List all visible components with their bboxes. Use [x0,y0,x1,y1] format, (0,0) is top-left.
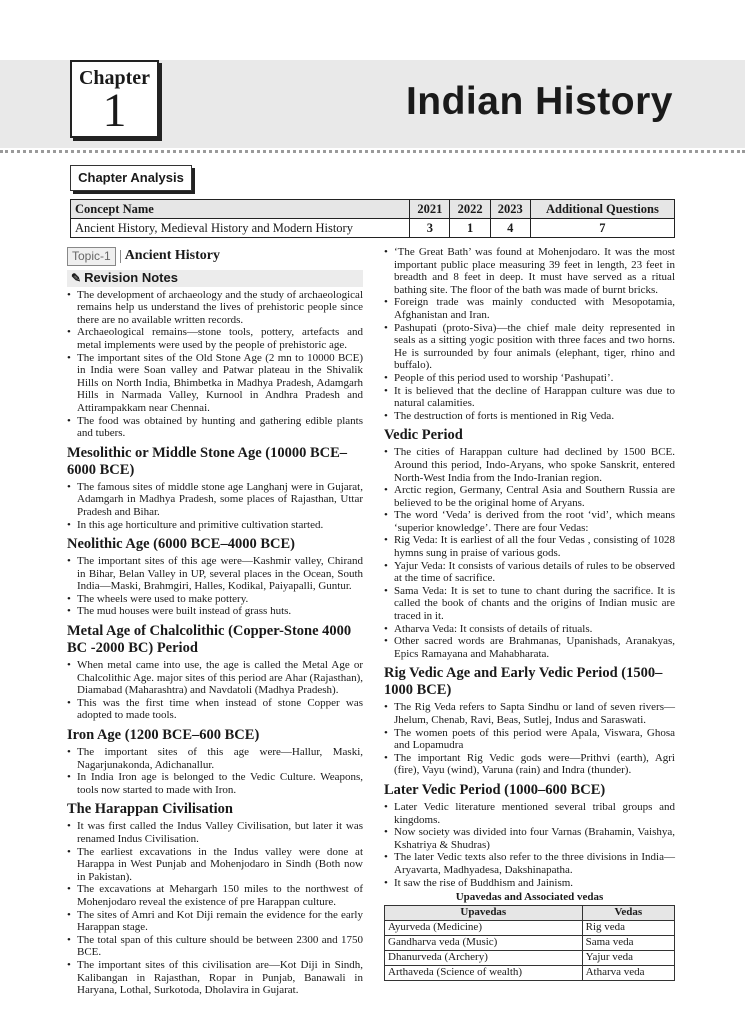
neolithic-heading: Neolithic Age (6000 BCE–4000 BCE) [67,536,295,553]
list-item: • The mud houses were built instead of grass huts. [67,605,363,618]
harappan-heading: The Harappan Civilisation [67,801,233,818]
chapter-analysis-table [70,199,675,238]
list-item: • The destruction of forts is mentioned in Rig Veda. [384,410,675,423]
upavedas-header: Upavedas [385,905,583,920]
list-item: • It is believed that the decline of Harappan culture was due to natural calamities. [384,385,675,410]
list-item: • The important sites of the Old Stone Age (2 mn to 10000 BCE) in India were Soan valley and Patwar plateau in the Shivalik Hills on North India, Bhimbetka in Madhya Pradesh, Adamgarh Hills in Narmada Valley, Kurnool in Andhra Pradesh and Attirampakkam near Chennai. [67,352,363,415]
iron-age-list [67,746,363,796]
page-title: Indian History [405,80,673,123]
list-item: • The food was obtained by hunting and gathering edible plants and tubers. [67,415,363,440]
later-vedic-list [384,801,675,889]
list-item: • The important Rig Vedic gods were—Prithvi (earth), Agri (fire), Vayu (wind), Varuna (rain) and Indra (thunder). [384,752,675,777]
list-item: • Later Vedic literature mentioned several tribal groups and kingdoms. [384,801,675,826]
chapter-box [70,60,159,138]
iron-age-heading: Iron Age (1200 BCE–600 BCE) [67,727,260,744]
mesolithic-heading: Mesolithic or Middle Stone Age (10000 BCE–6000 BCE) [67,444,348,478]
chalcolithic-heading: Metal Age of Chalcolithic (Copper-Stone 4000 BC -2000 BC) Period [67,623,352,657]
list-item: • The famous sites of middle stone age Langhanj were in Gujarat, Adamgarh in Madhya Pradesh, some places of Rajasthan, Uttar Pradesh and Bihar. [67,481,363,519]
list-item: • Foreign trade was mainly conducted with Mesopotamia, Afghanistan and Iran. [384,296,675,321]
list-item: • Yajur Veda: It consists of various details of rules to be observed at the time of sacrifice. [384,560,675,585]
vedic-heading: Vedic Period [384,427,463,444]
list-item: • Rig Veda: It is earliest of all the four Vedas , consisting of 1028 hymns sung in praise of various gods. [384,534,675,559]
list-item: • The women poets of this period were Apala, Viswara, Ghosa and Lopamudra [384,727,675,752]
list-item: • The important sites of this civilisation are—Kot Diji in Sindh, Kalibangan in Rajasthan, Ropar in Punjab, Banawali in Haryana, Lothal, Surkotoda, Dholavira in Gujarat. [67,959,363,997]
list-item: • The sites of Amri and Kot Diji remain the evidence for the early Harappan stage. [67,909,363,934]
topic-title: Ancient History [120,250,220,263]
list-item: • The later Vedic texts also refer to the three divisions in India—Aryavarta, Madhyadesa, Dakshinapatha. [384,851,675,876]
table-row [385,920,675,935]
harappan-list [67,820,363,996]
list-item: • The important sites of this age were—Hallur, Maski, Nagarjunakonda, Adichanallur. [67,746,363,771]
veda-cell: Rig veda [582,920,674,935]
year-2022-header: 2022 [450,200,490,219]
vedas-header: Vedas [582,905,674,920]
list-item: • It saw the rise of Buddhism and Jainism. [384,877,675,890]
count-2021-cell: 3 [410,219,450,238]
list-item: • In this age horticulture and primitive cultivation started. [67,519,363,532]
veda-cell: Sama veda [582,935,674,950]
harappan-continued-list [384,246,675,422]
table-row [385,965,675,980]
table-row [385,950,675,965]
pencil-icon: ✎ [71,271,82,285]
year-2023-header: 2023 [490,200,530,219]
list-item: • When metal came into use, the age is called the Metal Age or Chalcolithic Age. major sites of this period are Ahar (Rajasthan), Diamabad (Maharashtra) and Navdatoli (Madhya Pradesh). [67,659,363,697]
list-item: • Arctic region, Germany, Central Asia and Southern Russia are believed to be the original home of Aryans. [384,484,675,509]
table-header-row [71,200,675,219]
left-column [67,246,363,997]
upaveda-cell: Ayurveda (Medicine) [385,920,583,935]
additional-questions-cell: 7 [530,219,674,238]
right-column [384,246,675,981]
mesolithic-list [67,481,363,531]
vedic-list [384,446,675,660]
topic-tag: Topic-1 [67,247,116,266]
list-item: • The development of archaeology and the study of archaeological remains help us understand the lives of prehistoric people since there are no available written records. [67,289,363,327]
list-item: • ‘The Great Bath’ was found at Mohenjodaro. It was the most important public place measuring 39 feet in length, 23 feet in breadth and 8 feet in deep. It must have served as a ritual bathing site. The floor of the bath was made of burnt bricks. [384,246,675,296]
concept-cell: Ancient History, Medieval History and Modern History [71,219,410,238]
list-item: • The wheels were used to make pottery. [67,593,363,606]
revision-notes-label: Revision Notes [84,270,178,285]
upaveda-cell: Gandharva veda (Music) [385,935,583,950]
upaveda-cell: Dhanurveda (Archery) [385,950,583,965]
list-item: • The word ‘Veda’ is derived from the root ‘vid’, which means ‘superior knowledge’. There are four Vedas: [384,509,675,534]
list-item: • The important sites of this age were—Kashmir valley, Chirand in Bihar, Belan Valley in UP, several places in the Ocean, South India—Maski, Brahmgiri, Halles, Kodikal, Paiyapalli, Guntur. [67,555,363,593]
intro-list [67,289,363,440]
chapter-number: 1 [102,84,127,137]
list-item: • Archaeological remains—stone tools, pottery, artefacts and metal implements were used by the people of prehistoric age. [67,326,363,351]
list-item: • The earliest excavations in the Indus valley were done at Harappa in West Punjab and Mohenjodaro in Sindh (Both now in Pakistan). [67,846,363,884]
dotted-divider [0,150,745,153]
chalcolithic-list [67,659,363,722]
veda-cell: Yajur veda [582,950,674,965]
list-item: • Sama Veda: It is set to tune to chant during the sacrifice. It is called the book of chants and the origins of Indian music are traced in it. [384,585,675,623]
neolithic-list [67,555,363,618]
list-item: • People of this period used to worship ‘Pashupati’. [384,372,675,385]
later-vedic-heading: Later Vedic Period (1000–600 BCE) [384,781,606,798]
chapter-word: Chapter [78,67,151,89]
additional-questions-header: Additional Questions [530,200,674,219]
topic-heading [67,246,363,267]
rig-vedic-list [384,701,675,777]
table-header-row [385,905,675,920]
list-item: • The total span of this culture should be between 2300 and 1750 BCE. [67,934,363,959]
year-2021-header: 2021 [410,200,450,219]
upavedas-caption: Upavedas and Associated vedas [455,891,604,904]
list-item: • It was first called the Indus Valley Civilisation, but later it was renamed Indus Civilisation. [67,820,363,845]
concept-header: Concept Name [71,200,410,219]
list-item: • Other sacred words are Brahmanas, Upanishads, Aranakyas, Epics Ramayana and Mahabharata. [384,635,675,660]
list-item: • This was the first time when instead of stone Copper was adopted to made tools. [67,697,363,722]
list-item: • The excavations at Mehargarh 150 miles to the northwest of Mohenjodaro reveal the existence of pre Harappan culture. [67,883,363,908]
list-item: • Pashupati (proto-Siva)—the chief male deity represented in seals as a sitting yogic position with three faces and two horns. He is surrounded by four animals (elephant, tiger, rhino and buffalo). [384,322,675,372]
upavedas-table [384,905,675,981]
list-item: • The cities of Harappan culture had declined by 1500 BCE. Around this period, Indo-Aryans, who spoke Sanskrit, entered North-West India from the Indo-Iranian region. [384,446,675,484]
veda-cell: Atharva veda [582,965,674,980]
table-row [71,219,675,238]
list-item: • Atharva Veda: It consists of details of rituals. [384,623,675,636]
list-item: • In India Iron age is belonged to the Vedic Culture. Weapons, tools now started to made with Iron. [67,771,363,796]
count-2022-cell: 1 [450,219,490,238]
list-item: • The Rig Veda refers to Sapta Sindhu or land of seven rivers—Jhelum, Chenab, Ravi, Beas, Sutlej, Indus and Saraswati. [384,701,675,726]
upaveda-cell: Arthaveda (Science of wealth) [385,965,583,980]
table-row [385,935,675,950]
count-2023-cell: 4 [490,219,530,238]
revision-notes-banner [67,270,363,287]
chapter-analysis-label: Chapter Analysis [70,165,192,191]
rig-vedic-heading: Rig Vedic Age and Early Vedic Period (1500–1000 BCE) [384,665,663,699]
list-item: • Now society was divided into four Varnas (Brahamin, Vaishya, Kshatriya & Shudras) [384,826,675,851]
